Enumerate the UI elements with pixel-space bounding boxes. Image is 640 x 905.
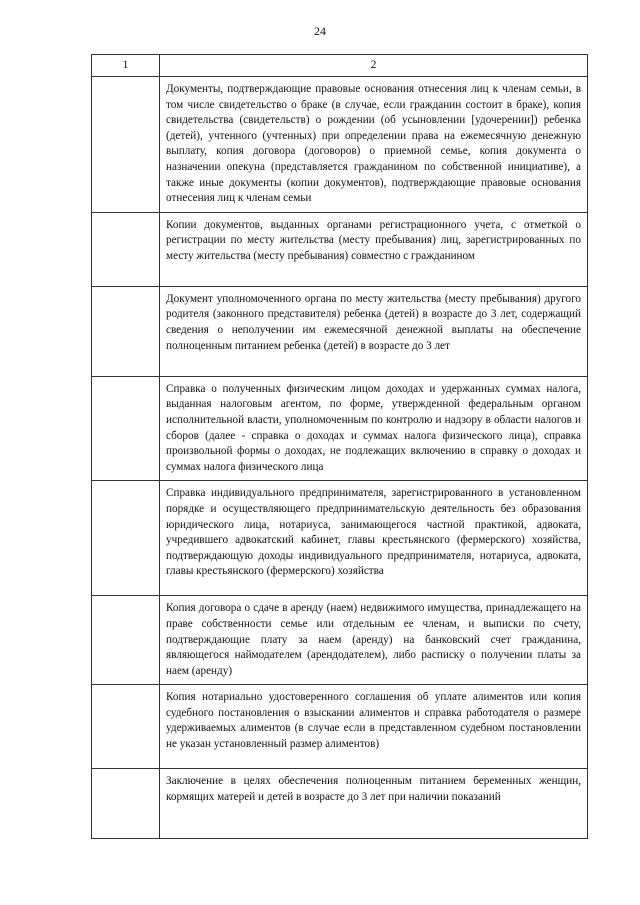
document-description: Копии документов, выданных органами регистрационного учета, с отметкой о регистрации по месту жительства (месту пребывания) лиц, зарегистрированных по месту жительства (месту пребывания) совместно с гражданином: [160, 212, 588, 286]
document-description: Справка индивидуального предпринимателя, зарегистрированного в установленном порядке и осуществляющего предпринимательскую деятельность без образования юридического лица, нотариуса, занимающегося частной практикой, адвоката, учредившего адвокатский кабинет, главы крестьянского (фермерского) хозяйства, подтверждающую доходы индивидуального предпринимателя, нотариуса, адвоката, главы крестьянского (фермерского) хозяйства: [160, 481, 588, 596]
row-number-cell: [92, 212, 160, 286]
documents-table: [91, 54, 588, 839]
table-row: [92, 596, 588, 685]
row-number-cell: [92, 376, 160, 481]
row-number-cell: [92, 685, 160, 769]
table-row: [92, 286, 588, 376]
document-description: Документы, подтверждающие правовые основания отнесения лиц к членам семьи, в том числе свидетельство о браке (в случае, если гражданин состоит в браке), копия свидетельства (свидетельств) о рождении (об усыновлении [удочерении]) ребенка (детей), учтенного (учтенных) при определении права на ежемесячную денежную выплату, копия договора (договоров) о приемной семье, копия документа о назначении опекуна (представляется гражданином по собственной инициативе), а также иные документы (копии документов), подтверждающие правовые основания отнесения лиц к членам семьи: [160, 77, 588, 213]
column-header-2: 2: [160, 55, 588, 77]
document-description: Справка о полученных физическим лицом доходах и удержанных суммах налога, выданная налоговым агентом, по форме, утвержденной федеральным органом исполнительной власти, уполномоченным по контролю и надзору в области налогов и сборов (далее - справка о доходах и суммах налога физического лица), справка произвольной формы о доходах, не подлежащих включению в справку о доходах и суммах налога физического лица: [160, 376, 588, 481]
document-description: Заключение в целях обеспечения полноценным питанием беременных женщин, кормящих матерей и детей в возрасте до 3 лет при наличии показаний: [160, 769, 588, 839]
row-number-cell: [92, 769, 160, 839]
page-number: 24: [314, 24, 326, 38]
table-row: [92, 212, 588, 286]
document-description: Копия нотариально удостоверенного соглашения об уплате алиментов или копия судебного постановления о взыскании алиментов и справка работодателя о размере удерживаемых алиментов (в случае если в представленном судебном постановлении не указан установленный размер алиментов): [160, 685, 588, 769]
row-number-cell: [92, 596, 160, 685]
table-row: [92, 376, 588, 481]
column-header-1: 1: [92, 55, 160, 77]
document-description: Копия договора о сдаче в аренду (наем) недвижимого имущества, принадлежащего на праве собственности семье или отдельным ее членам, и выписки по счету, подтверждающие плату за наем (аренду) на банковский счет гражданина, являющегося наймодателем (арендодателем), либо расписку о получении платы за наем (аренду): [160, 596, 588, 685]
table-row: [92, 685, 588, 769]
document-description: Документ уполномоченного органа по месту жительства (месту пребывания) другого родителя (законного представителя) ребенка (детей) в возрасте до 3 лет, содержащий сведения о неполучении им ежемесячной денежной выплаты на обеспечение полноценным питанием ребенка (детей) в возрасте до 3 лет: [160, 286, 588, 376]
row-number-cell: [92, 481, 160, 596]
table-row: [92, 769, 588, 839]
table-row: [92, 77, 588, 213]
table-header-row: [92, 55, 588, 77]
row-number-cell: [92, 77, 160, 213]
row-number-cell: [92, 286, 160, 376]
table-row: [92, 481, 588, 596]
